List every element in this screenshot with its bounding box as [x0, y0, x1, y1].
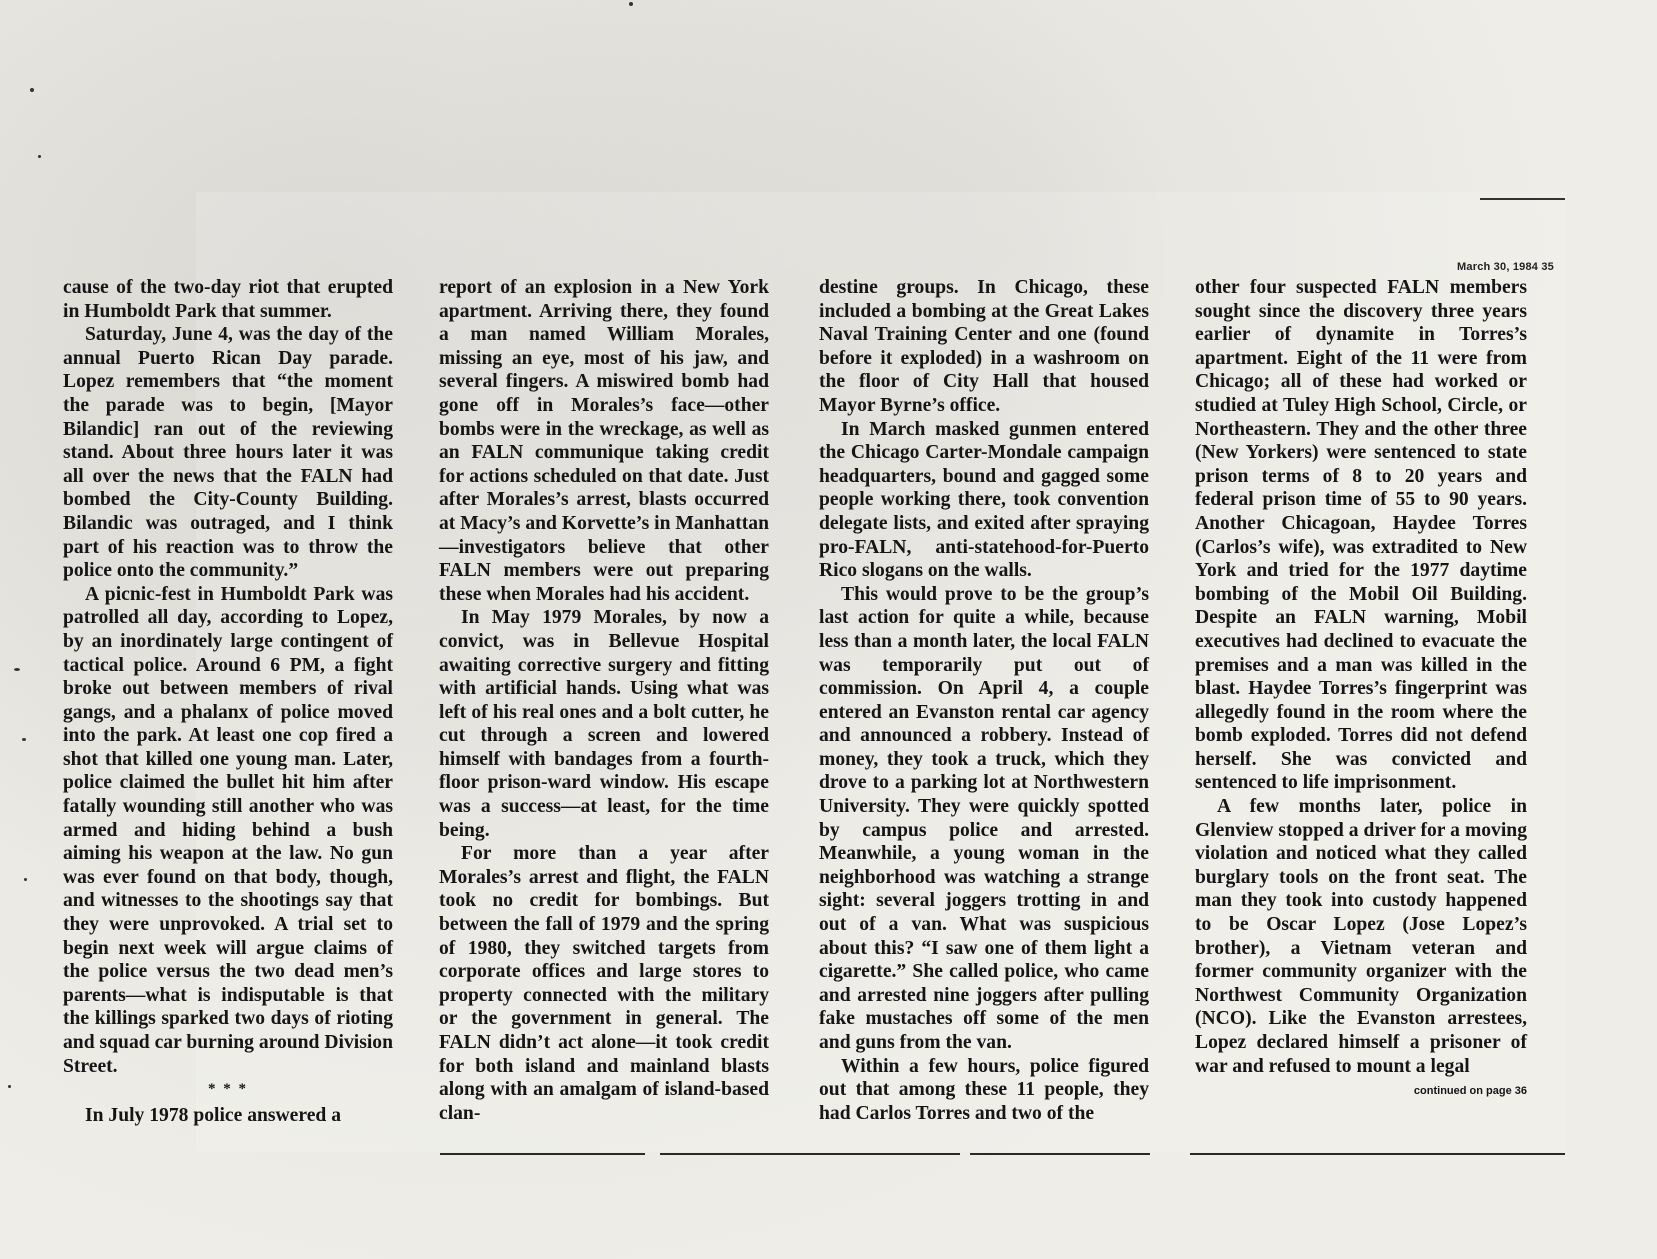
article-column-3	[819, 276, 1149, 1125]
paragraph: In May 1979 Morales, by now a convict, was in Bellevue Hospital awaiting corrective surgery and fitting with artificial hands. Using what was left of his real ones and a bolt cutter, he cut through a screen and lowered himself with bandages from a fourth-floor prison-ward window. His escape was a success—at least, for the time being.	[439, 607, 769, 841]
article-column-4	[1195, 276, 1527, 1104]
paragraph: A few months later, police in Glenview stopped a driver for a moving violation and noticed what they called burglary tools on the front seat. The man they took into custody happened to be Oscar Lopez (Jose Lopez’s brother), a Vietnam veteran and former community organizer with the Northwest Community Organization (NCO). Like the Evanston arrestees, Lopez declared himself a prisoner of war and refused to mount a legal	[1195, 796, 1527, 1077]
paragraph: cause of the two-day riot that erupted in Humboldt Park that summer.	[63, 277, 393, 322]
scan-speck	[30, 88, 34, 92]
footer-rule	[440, 1153, 645, 1155]
paragraph: Saturday, June 4, was the day of the annual Puerto Rican Day parade. Lopez remembers that “the moment the parade was to begin, [Mayor Bilandic] ran out of the reviewing stand. About three hours later it was all over the news that the FALN had bombed the City-County Building. Bilandic was outraged, and I think part of his reaction was to throw the police onto the community.”	[63, 324, 393, 582]
paragraph: In July 1978 police answered a	[85, 1105, 342, 1127]
paragraph: destine groups. In Chicago, these included a bombing at the Great Lakes Naval Training Center and one (found before it exploded) in a washroom on the floor of City Hall that housed Mayor Byrne’s office.	[819, 277, 1149, 416]
article-column-1	[63, 276, 393, 1128]
page-folio: March 30, 1984 35	[1457, 261, 1554, 273]
scan-speck	[8, 1085, 11, 1088]
scan-speck	[38, 155, 41, 158]
paragraph: Within a few hours, police figured out that among these 11 people, they had Carlos Torres and two of the	[819, 1055, 1149, 1124]
scan-speck	[22, 738, 26, 741]
scan-speck	[24, 878, 27, 881]
paragraph: In March masked gunmen entered the Chicago Carter-Mondale campaign headquarters, bound and gagged some people working there, took convention delegate lists, and exited after spraying pro-FALN, anti-statehood-for-Puerto Rico slogans on the walls.	[819, 418, 1149, 582]
paragraph: report of an explosion in a New York apartment. Arriving there, they found a man named William Morales, missing an eye, most of his jaw, and several fingers. A miswired bomb had gone off in Morales’s face—other bombs were in the wreckage, as well as an FALN communique taking credit for actions scheduled on that date. Just after Morales’s arrest, blasts occurred at Macy’s and Korvette’s in Manhattan—investigators believe that other FALN members were out preparing these when Morales had his accident.	[439, 277, 769, 605]
header-rule	[1480, 198, 1565, 200]
footer-rule	[970, 1153, 1150, 1155]
scan-speck	[14, 668, 20, 671]
paragraph: other four suspected FALN members sought since the discovery three years earlier of dynamite in Torres’s apartment. Eight of the 11 were from Chicago; all of these had worked or studied at Tuley High School, Circle, or Northeastern. They and the other three (New Yorkers) were sentenced to state prison terms of 8 to 20 years and federal prison time of 55 to 90 years. Another Chicagoan, Haydee Torres (Carlos’s wife), was extradited to New York and tried for the 1977 daytime bombing of the Mobil Oil Building. Despite an FALN warning, Mobil executives had declined to evacuate the premises and a man was killed in the blast. Haydee Torres’s fingerprint was allegedly found in the room where the bomb exploded. Torres did not defend herself. She was convicted and sentenced to life imprisonment.	[1195, 277, 1527, 794]
footer-rule	[660, 1153, 960, 1155]
footer-rule	[1190, 1153, 1565, 1155]
article-columns	[63, 276, 1543, 1136]
paragraph: This would prove to be the group’s last action for quite a while, because less than a month later, the local FALN was temporarily put out of commission. On April 4, a couple entered an Evanston rental car agency and announced a robbery. Instead of money, they took a truck, which they drove to a parking lot at Northwestern University. They were quickly spotted by campus police and arrested. Meanwhile, a young woman in the neighborhood was watching a strange sight: several joggers trotting in and out of a van. What was suspicious about this? “I saw one of them light a cigarette.” She called police, who came and arrested nine joggers after pulling fake mustaches off some of the men and guns from the van.	[819, 583, 1149, 1053]
article-column-2	[439, 276, 769, 1125]
paragraph: For more than a year after Morales’s arrest and flight, the FALN took no credit for bombings. But between the fall of 1979 and the spring of 1980, they switched targets from corporate offices and large stores to property connected with the military or the government in general. The FALN didn’t act alone—it took credit for both island and mainland blasts along with an amalgam of island-based clan-	[439, 843, 769, 1124]
scan-speck	[629, 2, 633, 6]
paragraph: A picnic-fest in Humboldt Park was patrolled all day, according to Lopez, by an inordinately large contingent of tactical police. Around 6 PM, a fight broke out between members of rival gangs, and a phalanx of police moved into the park. At least one cop fired a shot that killed one young man. Later, police claimed the bullet hit him after fatally wounding still another who was armed and hiding behind a bush aiming his weapon at the law. No gun was ever found on that body, though, and witnesses to the shootings say that they were unprovoked. A trial set to begin next week will argue claims of the police versus the two dead men’s parents—what is indisputable is that the killings sparked two days of rioting and squad car burning around Division Street.	[63, 583, 393, 1077]
continued-note: continued on page 36	[1413, 1085, 1527, 1098]
section-separator: * * *	[208, 1081, 248, 1098]
